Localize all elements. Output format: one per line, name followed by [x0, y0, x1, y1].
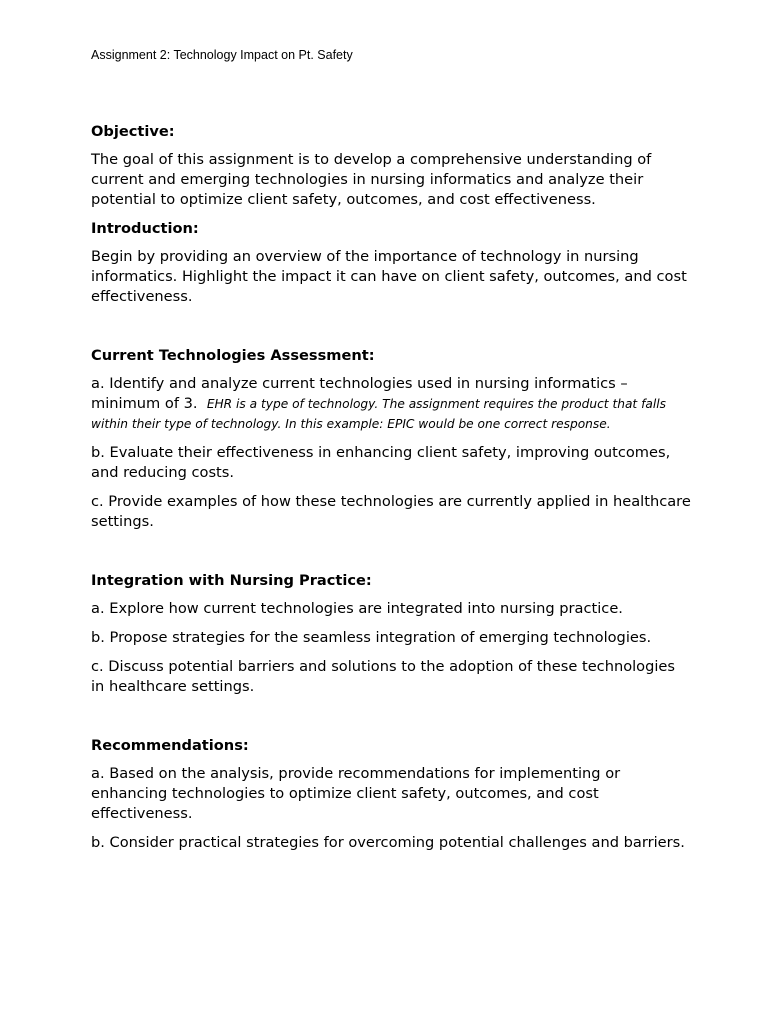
current-technologies-item-b: b. Evaluate their effectiveness in enhancing client safety, improving outcomes, and reducing costs. — [91, 444, 671, 481]
page-header: Assignment 2: Technology Impact on Pt. Safety — [91, 48, 353, 62]
recommendations-item-b: b. Consider practical strategies for overcoming potential challenges and barriers. — [91, 834, 685, 851]
introduction-section — [91, 219, 691, 307]
current-technologies-section — [91, 346, 691, 532]
recommendations-item-a: a. Based on the analysis, provide recommendations for implementing or enhancing technologies to optimize client safety, outcomes, and cost effectiveness. — [91, 765, 621, 822]
recommendations-section — [91, 736, 691, 853]
objective-heading: Objective: — [91, 123, 175, 140]
current-technologies-item-a-note: EHR is a type of technology. The assignment requires the product that falls within their type of technology. In this example: EPIC would be one correct response. — [91, 397, 666, 431]
current-technologies-item-a — [91, 374, 691, 434]
integration-item-c: c. Discuss potential barriers and solutions to the adoption of these technologies in healthcare settings. — [91, 658, 676, 695]
integration-section — [91, 571, 691, 697]
introduction-heading: Introduction: — [91, 220, 199, 237]
integration-item-a: a. Explore how current technologies are integrated into nursing practice. — [91, 600, 623, 617]
integration-heading: Integration with Nursing Practice: — [91, 572, 372, 589]
introduction-text: Begin by providing an overview of the importance of technology in nursing informatics. Highlight the impact it can have on client safety, outcomes, and cost effectiveness. — [91, 248, 687, 305]
objective-section — [91, 122, 691, 210]
integration-item-b: b. Propose strategies for the seamless integration of emerging technologies. — [91, 629, 652, 646]
objective-text: The goal of this assignment is to develop a comprehensive understanding of current and emerging technologies in nursing informatics and analyze their potential to optimize client safety, outcomes, and cost effectiveness. — [91, 151, 652, 208]
current-technologies-heading: Current Technologies Assessment: — [91, 347, 375, 364]
document-body — [91, 46, 691, 862]
current-technologies-item-a-text: a. Identify and analyze current technologies used in nursing informatics – minimum of 3. — [91, 375, 628, 412]
recommendations-heading: Recommendations: — [91, 737, 249, 754]
current-technologies-item-c: c. Provide examples of how these technologies are currently applied in healthcare settings. — [91, 493, 691, 530]
